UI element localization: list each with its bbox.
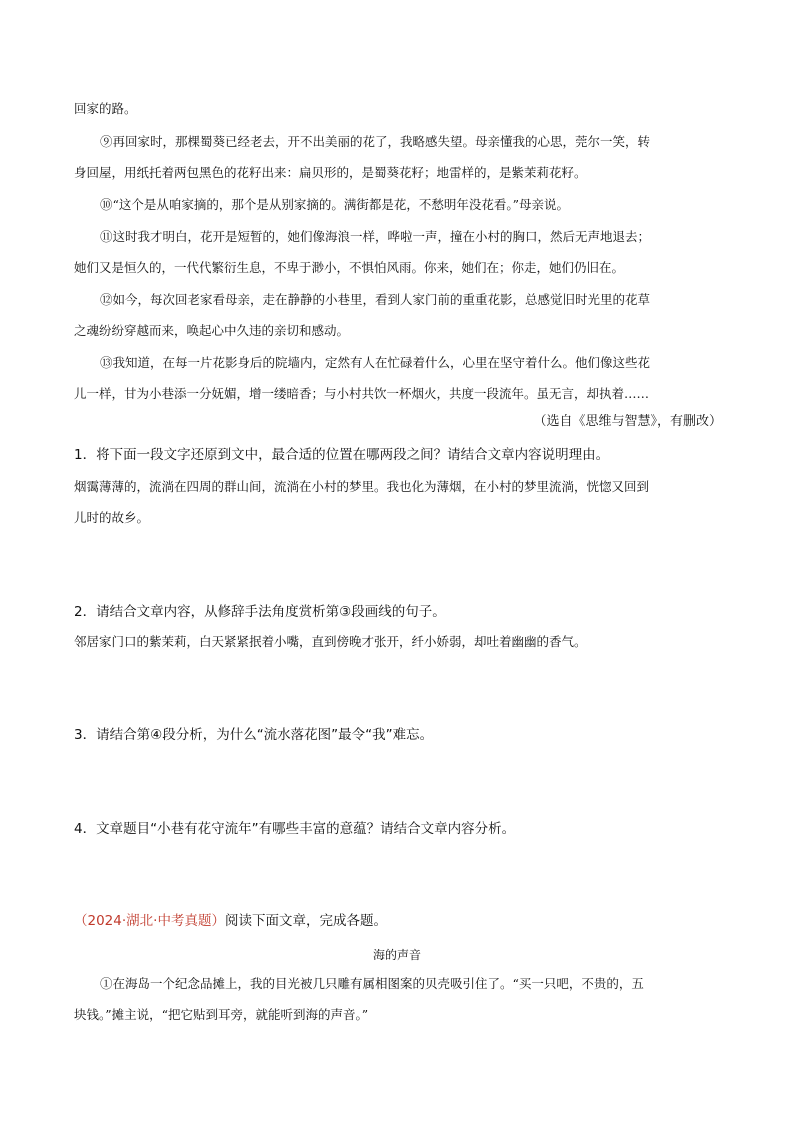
paragraph-12-line-2: 之魂纷纷穿越而来，唤起心中久违的亲切和感动。 [74, 323, 350, 338]
question-2-quote: 邻居家门口的紫茉莉，白天紧紧抿着小嘴，直到傍晚才张开，纤小娇弱，却吐着幽幽的香气。 [74, 634, 587, 649]
section-instruction: 阅读下面文章，完成各题。 [224, 913, 387, 929]
paragraph-10: ⑩“这个是从咱家摘的，那个是从别家摘的。满街都是花，不愁明年没花看。”母亲说。 [100, 197, 570, 212]
question-1-quote-line-2: 儿时的故乡。 [74, 510, 150, 525]
question-2: 2．请结合文章内容，从修辞手法角度赏析第③段画线的句子。 [74, 604, 446, 620]
exam-source: （2024·湖北·中考真题） [74, 913, 225, 929]
question-1: 1．将下面一段文字还原到文中，最合适的位置在哪两段之间？请结合文章内容说明理由。 [74, 447, 610, 463]
paragraph-13-line-2: 儿一样，甘为小巷添一分妩媚，增一缕暗香；与小村共饮一杯烟火，共度一段流年。虽无言，却执着…… [74, 386, 650, 401]
article-line-2: 块钱。”摊主说，“把它贴到耳旁，就能听到海的声音。” [74, 1007, 369, 1022]
article-line-1: ①在海岛一个纪念品摊上，我的目光被几只雕有属相图案的贝壳吸引住了。“买一只吧，不贵的，五 [100, 976, 644, 991]
source-note: （选自《思维与智慧》，有删改） [533, 414, 722, 429]
passage-line: 回家的路。 [74, 101, 137, 116]
paragraph-9-line-2: 身回屋，用纸托着两包黑色的花籽出来：扁贝形的，是蜀葵花籽；地雷样的，是紫茉莉花籽。 [74, 165, 587, 180]
question-1-quote-line-1: 烟霭薄薄的，流淌在四周的群山间，流淌在小村的梦里。我也化为薄烟，在小村的梦里流淌，恍惚又回到 [74, 479, 650, 494]
paragraph-11-line-2: 她们又是恒久的，一代代繁衍生息，不卑于渺小，不惧怕风雨。你来，她们在；你走，她们仍旧在。 [74, 260, 625, 275]
question-4: 4．文章题目“小巷有花守流年”有哪些丰富的意蕴？请结合文章内容分析。 [74, 821, 516, 837]
paragraph-11-line-1: ⑪这时我才明白，花开是短暂的，她们像海浪一样，哗啦一声，撞在小村的胸口，然后无声地退去； [100, 229, 651, 244]
question-3: 3．请结合第④段分析，为什么“流水落花图”最令“我”难忘。 [74, 727, 434, 743]
paragraph-12-line-1: ⑫如今，每次回老家看母亲，走在静静的小巷里，看到人家门前的重重花影，总感觉旧时光里的花草 [100, 292, 651, 307]
paragraph-13-line-1: ⑬我知道，在每一片花影身后的院墙内，定然有人在忙碌着什么，心里在坚守着什么。他们像这些花 [100, 355, 651, 370]
paragraph-9-line-1: ⑨再回家时，那棵蜀葵已经老去，开不出美丽的花了，我略感失望。母亲懂我的心思，莞尔一笑，转 [100, 134, 651, 149]
section-header [74, 912, 734, 930]
article-title: 海的声音 [372, 948, 421, 962]
